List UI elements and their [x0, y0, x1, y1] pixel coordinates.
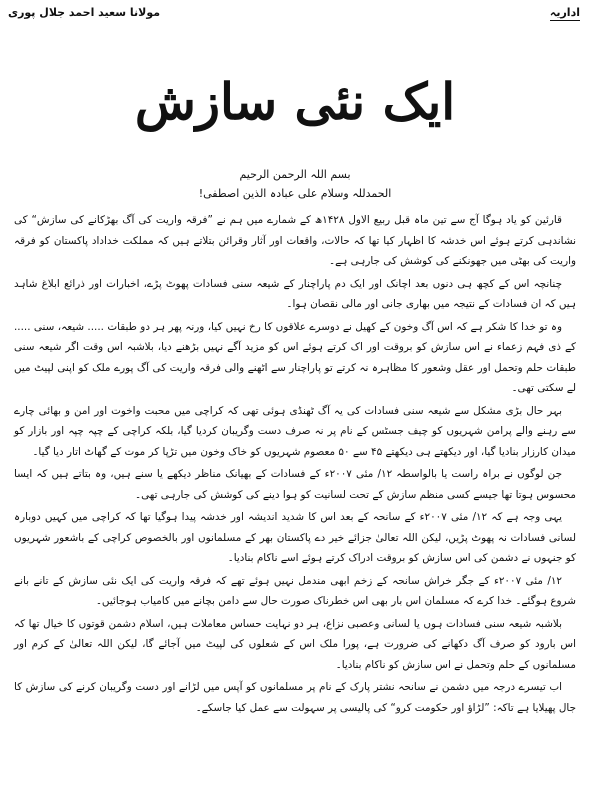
- paragraph: وہ تو خدا کا شکر ہے کہ اس آگ وخون کے کھیل نے دوسرے علاقوں کا رخ نہیں کیا، ورنہ پھر ہر دو طبقات ..... شیعہ، سنی ..... کے ذی فہم زعماء نے اس سازش کو بروقت اور اک کرتے ہوئے اس کو مزید آگے نہیں بڑھنے دیا، بلاشبہ اس وقت اگر شیعہ سنی طبقات حلم وتحمل اور عقل وشعور کا مظاہرہ نہ کرتے تو پاراچنار سے اٹھنے والی فرقہ واریت کی آگ پورے ملک کو اپنی لپیٹ میں لے سکتی تھی۔: [14, 320, 576, 394]
- paragraph: یہی وجہ ہے کہ ۱۲/ مئی ۲۰۰۷ء کے سانحہ کے بعد اس کا شدید اندیشہ اور خدشہ پیدا ہوگیا تھا کہ کراچی میں کہیں دوبارہ لسانی فسادات نہ پھوٹ پڑیں، لیکن اللہ تعالیٰ جزائے خیر دے پاکستان بھر کے مسلمانوں اور بالخصوص کراچی کے باشعور شہریوں کو جنہوں نے دشمن کی اس سازش کو بروقت ادراک کرتے ہوئے اسے ناکام بنادیا۔: [14, 511, 576, 564]
- paragraph: ۱۲/ مئی ۲۰۰۷ء کے جگر خراش سانحہ کے زخم ابھی مندمل نہیں ہوئے تھے کہ فرقہ واریت کی ایک نئی سازش کے تانے بانے شروع ہوگئے۔ خدا کرے کہ مسلمان اس بار بھی اس خطرناک صورت حال سے دامن بچانے میں کامیاب ہوجائیں۔: [14, 574, 576, 607]
- hamd-line: الحمدللہ وسلام علی عبادہ الذین اصطفی!: [198, 187, 392, 200]
- author-name: مولانا سعید احمد جلال پوری: [8, 6, 161, 19]
- basmala: بسم اللہ الرحمن الرحیم: [239, 168, 351, 181]
- paragraph: چنانچہ اس کے کچھ ہی دنوں بعد اچانک اور ایک دم پاراچنار کے شیعہ سنی فسادات پھوٹ پڑے، اخبارات اور ذرائع ابلاغ شاہد ہیں کہ ان فسادات کے نتیجہ میں بھاری جانی اور مالی نقصان ہوا۔: [14, 277, 576, 310]
- paragraph: بہر حال بڑی مشکل سے شیعہ سنی فسادات کی یہ آگ ٹھنڈی ہوئی تھی کہ کراچی میں محبت واخوت اور امن و بھائی چارے سے رہنے والے پرامن شہریوں کو چیف جسٹس کے نام پر نہ صرف دست وگریبان کردیا گیا، بلکہ کراچی کے چپہ چپہ اور بازار کو میدان کارزار بنادیا گیا، اور دیکھتے ہی دیکھتے ۴۵ سے ۵۰ معصوم شہریوں کو خاک وخون میں تڑپا کر موت کے گھاٹ اتار دیا گیا۔: [14, 404, 576, 458]
- article-title: ایک نئی سازش: [134, 72, 456, 131]
- article-body: [14, 210, 576, 720]
- paragraph: جن لوگوں نے براہ راست یا بالواسطہ ۱۲/ مئی ۲۰۰۷ء کے فسادات کے بھیانک مناظر دیکھے یا سنے ہیں، وہ بتاتے ہیں کہ ایسا محسوس ہوتا تھا جیسے کسی منظم سازش کے تحت لسانیت کو ہوا دینے کی کوشش کی جارہی تھی۔: [14, 468, 576, 501]
- paragraph: قارئین کو یاد ہوگا آج سے تین ماہ قبل ربیع الاول ۱۴۲۸ھ کے شمارے میں ہم نے ”فرقہ واریت کی آگ بھڑکانے کی سازش“ کی نشاندہی کرتے ہوئے اس خدشہ کا اظہار کیا تھا کہ حالات، واقعات اور آثار وقرائن بتلاتے ہیں کہ مملکت خداداد پاکستان کو فرقہ واریت کی بھٹی میں جھونکنے کی کوشش کی جارہی ہے۔: [14, 214, 576, 267]
- paragraph: بلاشبہ شیعہ سنی فسادات ہوں یا لسانی وعصبی نزاع، ہر دو نہایت حساس معاملات ہیں، اسلام دشمن قوتوں کا خیال تھا کہ اس بارود کو صرف آگ دکھانے کی ضرورت ہے، پورا ملک اس کے شعلوں کی لپیٹ میں آجائے گا، لیکن اللہ تعالیٰ کے کرم اور مسلمانوں کے حلم وتحمل نے اس سازش کو ناکام بنادیا۔: [14, 617, 576, 671]
- section-label: اداریہ: [549, 6, 580, 19]
- paragraph: اب تیسرے درجہ میں دشمن نے سانحہ نشتر پارک کے نام پر مسلمانوں کو آپس میں لڑانے اور دست وگریبان کرنے کی سازش کا جال پھیلایا ہے تاکہ: ”لڑاؤ اور حکومت کرو“ کی پالیسی پر سہولت سے عمل کیا جاسکے۔: [14, 681, 576, 714]
